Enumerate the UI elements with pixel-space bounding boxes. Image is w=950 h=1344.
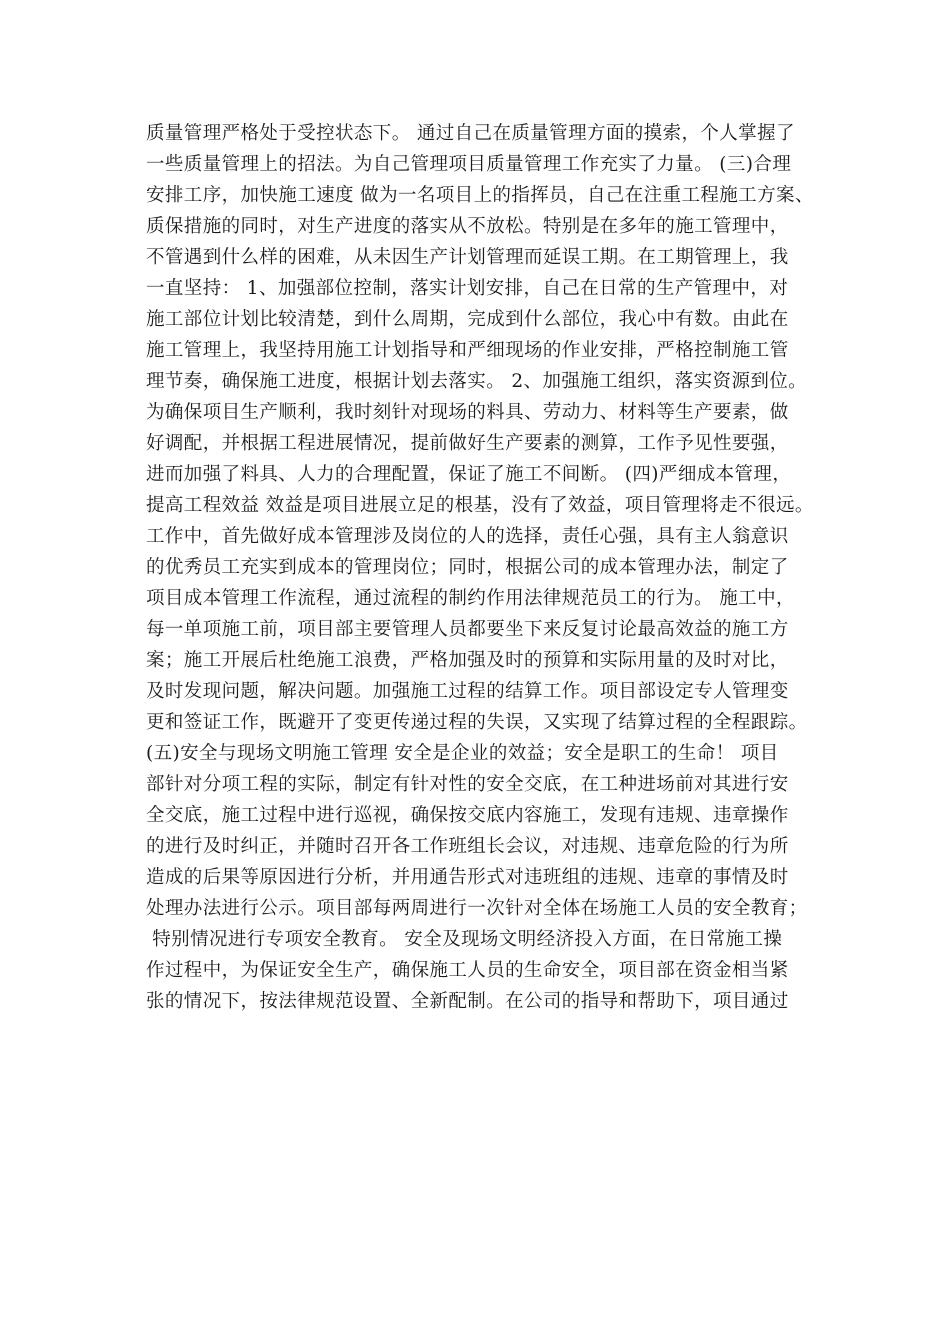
text-line: 案；施工开展后杜绝施工浪费，严格加强及时的预算和实际用量的及时对比，: [146, 650, 789, 671]
text-line: 更和签证工作，既避开了变更传递过程的失误，又实现了结算过程的全程跟踪。: [146, 712, 808, 733]
text-line: 好调配，并根据工程进展情况，提前做好生产要素的测算，工作予见性要强，: [146, 433, 789, 454]
body-text: [146, 118, 826, 1017]
text-line: 的进行及时纠正，并随时召开各工作班组长会议，对违规、违章危险的行为所: [146, 836, 789, 857]
text-line: 为确保项目生产顺利，我时刻针对现场的料具、劳动力、材料等生产要素，做: [146, 402, 789, 423]
text-line: 施工管理上，我坚持用施工计划指导和严细现场的作业安排，严格控制施工管: [146, 340, 789, 361]
text-line: 质保措施的同时，对生产进度的落实从不放松。特别是在多年的施工管理中，: [146, 216, 789, 237]
text-line: 一些质量管理上的招法。为自己管理项目质量管理工作充实了力量。 (三)合理: [146, 154, 792, 175]
text-line: 一直坚持： 1、加强部位控制，落实计划安排，自己在日常的生产管理中，对: [146, 278, 789, 299]
text-line: 张的情况下，按法律规范设置、全新配制。在公司的指导和帮助下，项目通过: [146, 991, 789, 1012]
text-line: 项目成本管理工作流程，通过流程的制约作用法律规范员工的行为。 施工中，: [146, 588, 795, 609]
text-line: 作过程中，为保证安全生产，确保施工人员的生命安全，项目部在资金相当紧: [146, 960, 789, 981]
text-line: 工作中，首先做好成本管理涉及岗位的人的选择，责任心强，具有主人翁意识: [146, 526, 789, 547]
text-line: 进而加强了料具、人力的合理配置，保证了施工不间断。 (四)严细成本管理，: [146, 464, 792, 485]
text-line: 全交底，施工过程中进行巡视，确保按交底内容施工，发现有违规、违章操作: [146, 805, 789, 826]
text-line: 及时发现问题，解决问题。加强施工过程的结算工作。项目部设定专人管理变: [146, 681, 789, 702]
text-line: 造成的后果等原因进行分析，并用通告形式对违班组的违规、违章的事情及时: [146, 867, 789, 888]
text-line: 理节奏，确保施工进度，根据计划去落实。 2、加强施工组织，落实资源到位。: [146, 371, 808, 392]
text-line: 特别情况进行专项安全教育。 安全及现场文明经济投入方面，在日常施工操: [146, 929, 783, 950]
text-line: (五)安全与现场文明施工管理 安全是企业的效益；安全是职工的生命！ 项目: [146, 743, 779, 764]
text-line: 的优秀员工充实到成本的管理岗位；同时，根据公司的成本管理办法，制定了: [146, 557, 789, 578]
text-line: 施工部位计划比较清楚，到什么周期，完成到什么部位，我心中有数。由此在: [146, 309, 789, 330]
text-line: 安排工序，加快施工速度 做为一名项目上的指挥员，自己在注重工程施工方案、: [146, 185, 814, 206]
text-line: 每一单项施工前，项目部主要管理人员都要坐下来反复讨论最高效益的施工方: [146, 619, 789, 640]
text-line: 提高工程效益 效益是项目进展立足的根基，没有了效益，项目管理将走不很远。: [146, 495, 814, 516]
text-line: 不管遇到什么样的困难，从未因生产计划管理而延误工期。在工期管理上，我: [146, 247, 789, 268]
text-line: 部针对分项工程的实际，制定有针对性的安全交底，在工种进场前对其进行安: [146, 774, 789, 795]
text-line: 处理办法进行公示。项目部每两周进行一次针对全体在场施工人员的安全教育；: [146, 898, 808, 919]
text-line: 质量管理严格处于受控状态下。 通过自己在质量管理方面的摸索，个人掌握了: [146, 123, 795, 144]
